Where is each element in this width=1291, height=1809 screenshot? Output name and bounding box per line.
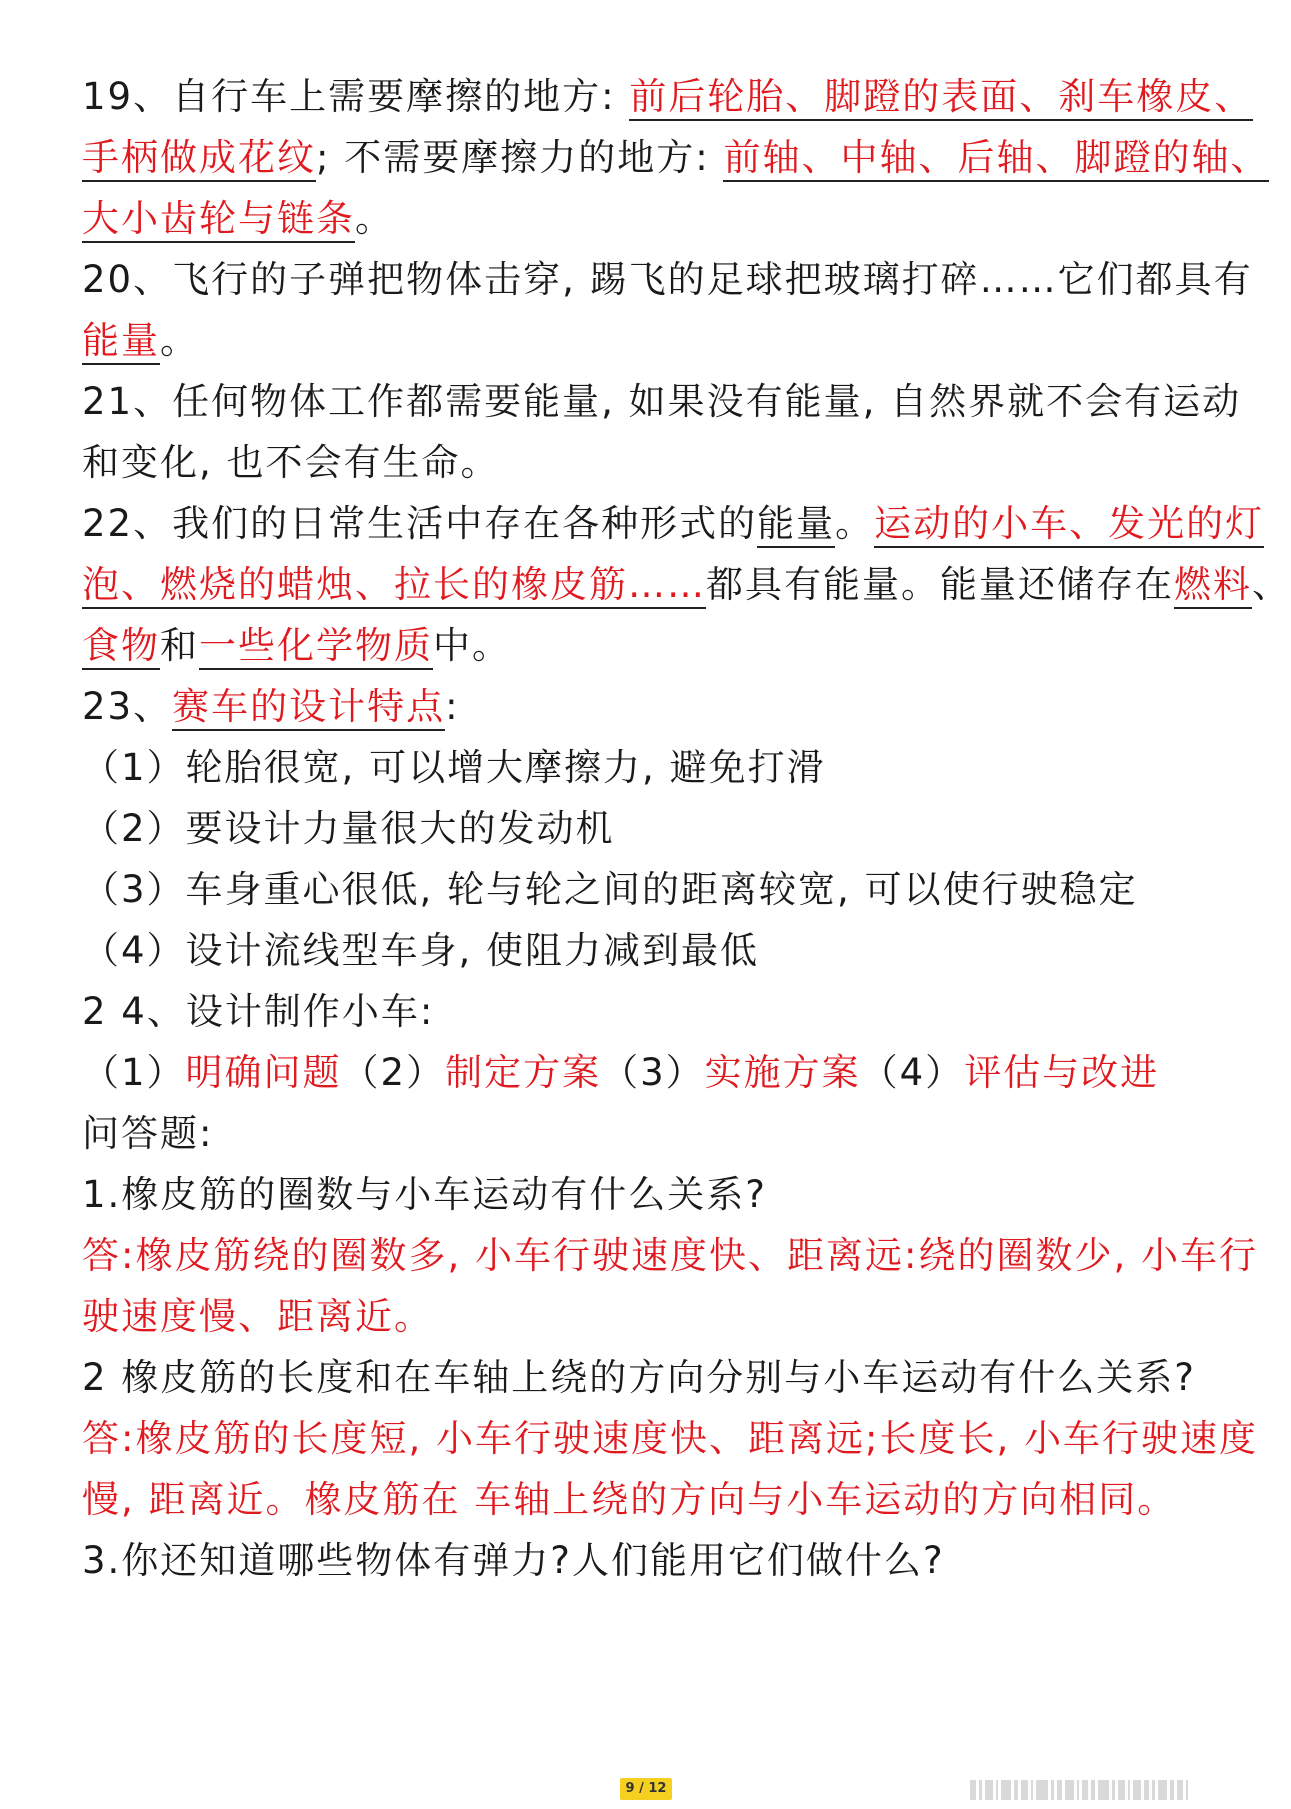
question-text: : <box>445 685 460 728</box>
question-text: （3） <box>601 1051 705 1094</box>
watermark-bar <box>1082 1780 1088 1800</box>
watermark-barcode-icon <box>970 1780 1240 1800</box>
answer-text: 泡、燃烧的蜡烛、拉长的橡皮筋…… <box>82 563 706 609</box>
watermark-bar <box>1158 1780 1167 1800</box>
answer-text: 驶速度慢、距离近。 <box>82 1295 433 1338</box>
answer-text: 制定方案 <box>445 1051 602 1094</box>
question-text: （1）轮胎很宽, 可以增大摩擦力, 避免打滑 <box>82 746 826 789</box>
question-text: 19、自行车上需要摩擦的地方: <box>82 75 630 118</box>
question-text: 2 4、设计制作小车: <box>82 990 435 1033</box>
answer-text: 运动的小车、发光的灯 <box>874 502 1264 548</box>
text-line <box>82 188 1242 249</box>
answer-text: 能量 <box>82 319 160 365</box>
watermark-bar <box>1177 1780 1183 1800</box>
watermark-bar <box>1098 1780 1109 1800</box>
text-line <box>82 1164 1242 1225</box>
question-text: 22、我们的日常生活中存在各种形式的 <box>82 502 758 545</box>
answer-text: 答:橡皮筋的长度短, 小车行驶速度快、距离远;长度长, 小车行驶速度 <box>82 1417 1258 1460</box>
question-text: 。 <box>160 319 199 362</box>
question-text: 、 <box>1252 563 1291 606</box>
watermark-bar <box>1128 1780 1130 1800</box>
watermark-bar <box>1077 1780 1079 1800</box>
text-line <box>82 676 1242 737</box>
watermark-bar <box>1186 1780 1188 1800</box>
text-line <box>82 1042 1242 1103</box>
watermark-bar <box>1021 1780 1028 1800</box>
watermark-bar <box>1057 1780 1062 1800</box>
page-footer <box>0 1778 1280 1800</box>
question-text: 2 橡皮筋的长度和在车轴上绕的方向分别与小车运动有什么关系? <box>82 1356 1196 1399</box>
text-line <box>82 1286 1242 1347</box>
question-text: 23、 <box>82 685 173 728</box>
question-text: ; 不需要摩擦力的地方: <box>316 136 724 179</box>
text-line <box>82 615 1242 676</box>
text-line <box>82 432 1242 493</box>
text-line <box>82 981 1242 1042</box>
text-line <box>82 310 1242 371</box>
question-text: （3）车身重心很低, 轮与轮之间的距离较宽, 可以使行驶稳定 <box>82 868 1138 911</box>
watermark-bar <box>1001 1780 1011 1800</box>
text-line <box>82 737 1242 798</box>
document-body <box>82 66 1291 1591</box>
question-text: （4） <box>860 1051 965 1094</box>
watermark-bar <box>1170 1780 1174 1800</box>
question-text: 问答题: <box>82 1112 214 1155</box>
text-line <box>82 798 1242 859</box>
question-text: 20、飞行的子弹把物体击穿, 踢飞的足球把玻璃打碎……它们都具有 <box>82 258 1253 301</box>
answer-text: 大小齿轮与链条 <box>82 197 355 243</box>
answer-text: 手柄做成花纹 <box>82 136 316 182</box>
watermark-bar <box>1133 1780 1141 1800</box>
question-text: （2）要设计力量很大的发动机 <box>82 807 615 850</box>
text-line <box>82 493 1265 554</box>
watermark-bar <box>1051 1780 1054 1800</box>
answer-text: 答:橡皮筋绕的圈数多, 小车行驶速度快、距离远:绕的圈数少, 小车行 <box>82 1234 1258 1277</box>
answer-text: 一些化学物质 <box>199 624 433 670</box>
text-line <box>82 249 1253 310</box>
watermark-bar <box>996 1780 998 1800</box>
text-line <box>82 1225 1258 1286</box>
text-line <box>82 1103 1242 1164</box>
text-line <box>82 371 1242 432</box>
answer-text: 前轴、中轴、后轴、脚蹬的轴、 <box>723 136 1269 182</box>
text-line <box>82 127 1270 188</box>
text-line <box>82 1408 1258 1469</box>
question-text: 。 <box>835 502 875 545</box>
question-text: 和 <box>160 624 199 667</box>
question-text: 中。 <box>433 624 511 667</box>
question-text: （1） <box>82 1051 186 1094</box>
watermark-bar <box>1031 1780 1033 1800</box>
question-text: 1.橡皮筋的圈数与小车运动有什么关系? <box>82 1173 767 1216</box>
answer-text: 食物 <box>82 624 160 670</box>
answer-text: 评估与改进 <box>964 1051 1160 1094</box>
text-line <box>82 859 1242 920</box>
watermark-bar <box>1091 1780 1095 1800</box>
watermark-bar <box>1065 1780 1074 1800</box>
watermark-bar <box>1112 1780 1115 1800</box>
watermark-bar <box>970 1780 976 1800</box>
question-text: （4）设计流线型车身, 使阻力减到最低 <box>82 929 760 972</box>
text-line <box>82 1530 1242 1591</box>
watermark-bar <box>1118 1780 1125 1800</box>
answer-text: 明确问题 <box>185 1051 342 1094</box>
question-text: 。 <box>355 197 394 240</box>
question-text: 3.你还知道哪些物体有弹力?人们能用它们做什么? <box>82 1539 945 1582</box>
page-number-badge: 9 / 12 <box>620 1778 672 1800</box>
question-text: 和变化, 也不会有生命。 <box>82 441 500 484</box>
text-line <box>82 66 1254 127</box>
answer-text: 赛车的设计特点 <box>172 685 445 731</box>
answer-text: 实施方案 <box>704 1051 861 1094</box>
text-line <box>82 1347 1242 1408</box>
answer-text: 前后轮胎、脚蹬的表面、刹车橡皮、 <box>629 75 1253 121</box>
watermark-bar <box>985 1780 993 1800</box>
answer-text: 慢, 距离近。橡皮筋在 车轴上绕的方向与小车运动的方向相同。 <box>82 1478 1177 1521</box>
text-line <box>82 1469 1242 1530</box>
question-text: 能量 <box>757 502 835 548</box>
question-text: 都具有能量。能量还储存在 <box>706 563 1174 606</box>
text-line <box>82 554 1291 615</box>
watermark-bar <box>1152 1780 1155 1800</box>
answer-text: 燃料 <box>1174 563 1252 609</box>
question-text: 21、任何物体工作都需要能量, 如果没有能量, 自然界就不会有运动 <box>82 380 1242 423</box>
watermark-bar <box>1144 1780 1149 1800</box>
watermark-bar <box>1036 1780 1048 1800</box>
question-text: （2） <box>341 1051 446 1094</box>
text-line <box>82 920 1242 981</box>
watermark-bar <box>979 1780 982 1800</box>
watermark-bar <box>1014 1780 1018 1800</box>
